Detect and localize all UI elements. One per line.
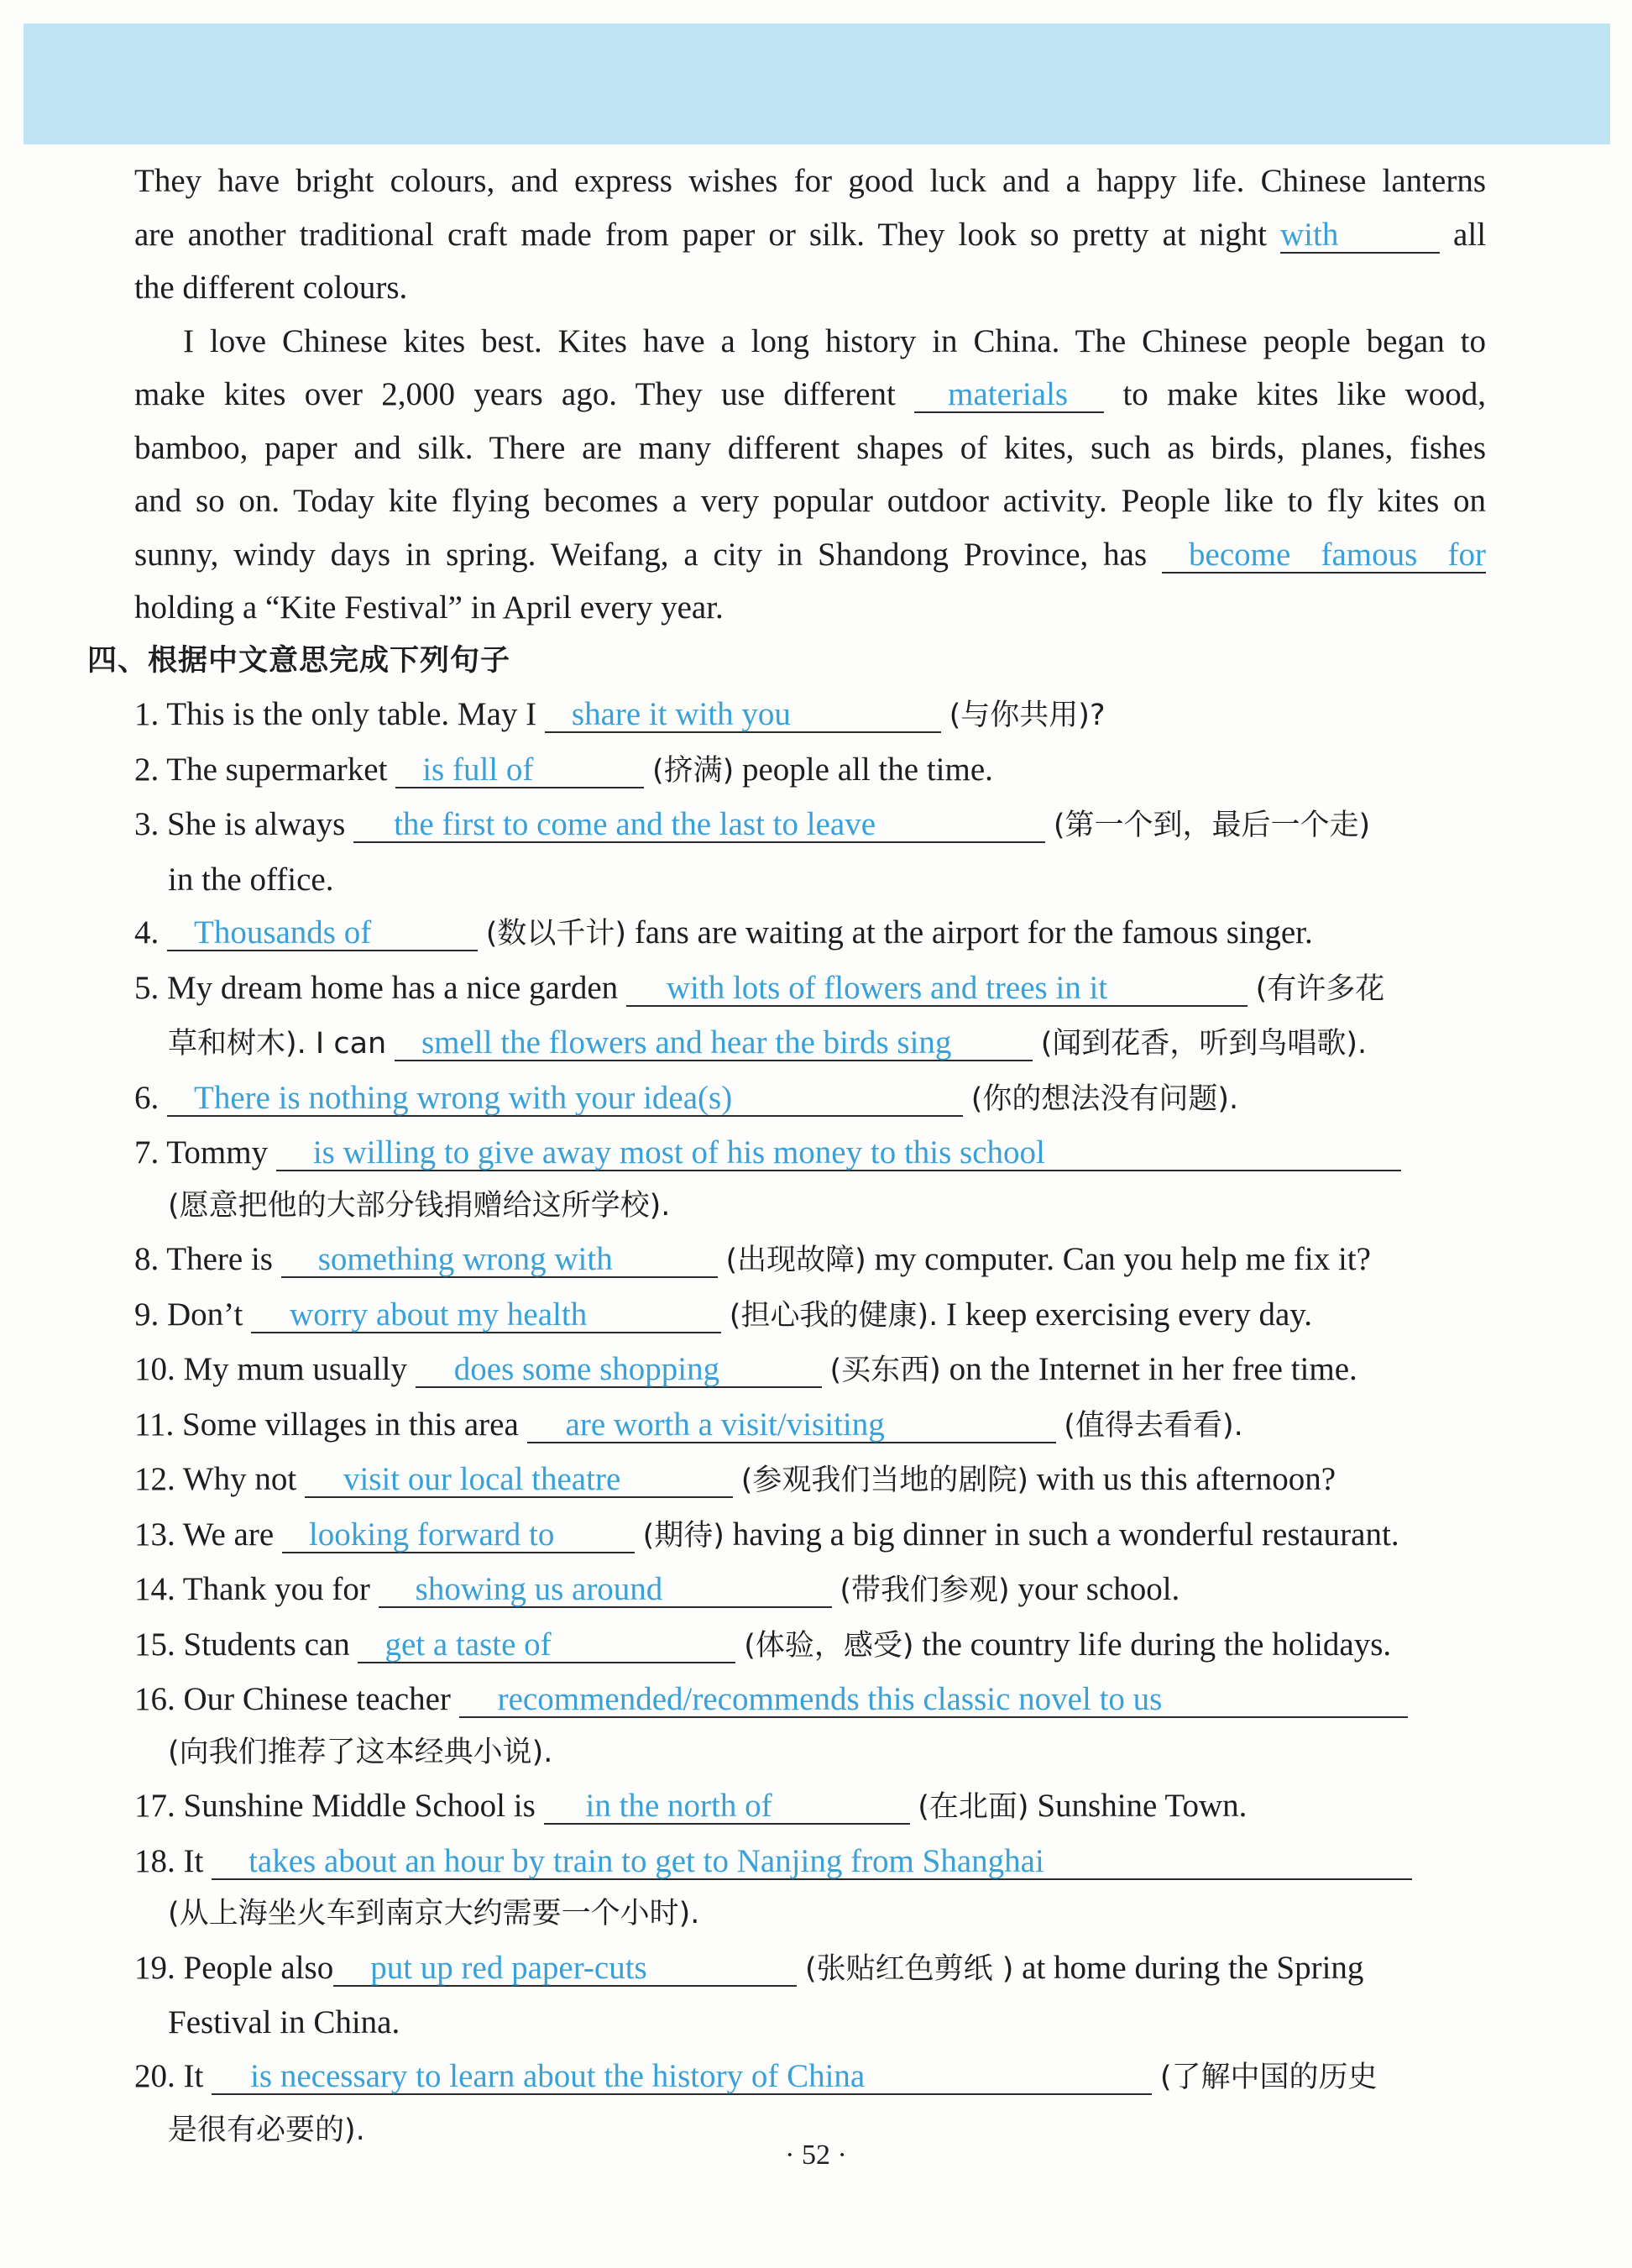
answer-blank: put up red paper-cuts — [333, 1945, 797, 1987]
answer-blank: is willing to give away most of his money to this school — [276, 1129, 1401, 1171]
page-number: · 52 · — [785, 2140, 847, 2171]
answer-blank: Thousands of — [167, 909, 478, 951]
answer-blank: looking forward to — [282, 1511, 635, 1553]
exercise-item: 14. Thank you for showing us around (带我们参观) your school. — [134, 1563, 1486, 1618]
exercise-item: 12. Why not visit our local theatre (参观我们当地的剧院) with us this afternoon? — [134, 1453, 1486, 1508]
exercise-item: 6. There is nothing wrong with your idea(s) (你的想法没有问题). — [134, 1071, 1486, 1127]
answer-blank: with — [1280, 212, 1440, 254]
answer-blank: something wrong with — [281, 1236, 718, 1278]
exercise-item: 10. My mum usually does some shopping (买东西) on the Internet in her free time. — [134, 1343, 1486, 1398]
exercise-item-continuation: (从上海坐火车到南京大约需要一个小时). — [168, 1897, 700, 1930]
passage-line: They have bright colours, and express wishes for good luck and a happy life. Chinese lanterns — [134, 163, 1486, 199]
answer-blank: worry about my health — [251, 1291, 721, 1333]
exercise-item-continuation: (愿意把他的大部分钱捐赠给这所学校). — [168, 1188, 671, 1223]
answer-blank: materials — [914, 371, 1104, 413]
exercise-item: 17. Sunshine Middle School is in the north of (在北面) Sunshine Town. — [134, 1779, 1486, 1835]
exercise-item-continuation: 草和树木). I can smell the flowers and hear the birds sing (闻到花香，听到鸟唱歌). — [168, 1016, 1486, 1071]
passage-line: sunny, windy days in spring. Weifang, a city in Shandong Province, has become famous for — [134, 528, 1486, 582]
exercise-item: 18. It takes about an hour by train to get to Nanjing from Shanghai — [134, 1835, 1486, 1888]
answer-blank: is full of — [395, 746, 644, 788]
header-band — [24, 24, 1610, 144]
answer-blank: is necessary to learn about the history of China — [212, 2053, 1152, 2095]
passage-line: make kites over 2,000 years ago. They use different materials to make kites like wood, — [134, 368, 1486, 422]
answer-blank: the first to come and the last to leave — [353, 801, 1045, 843]
passage-line: and so on. Today kite flying becomes a very popular outdoor activity. People like to fly kites on — [134, 483, 1486, 519]
answer-blank: smell the flowers and hear the birds sing — [395, 1019, 1033, 1061]
exercise-item: 15. Students can get a taste of (体验，感受) the country life during the holidays. — [134, 1618, 1486, 1674]
exercise-item: 13. We are looking forward to (期待) having a big dinner in such a wonderful restaurant. — [134, 1508, 1486, 1564]
answer-blank: There is nothing wrong with your idea(s) — [167, 1075, 963, 1117]
exercise-item: 2. The supermarket is full of (挤满) people all the time. — [134, 743, 1486, 799]
exercise-item-continuation: in the office. — [168, 861, 334, 898]
answer-blank: in the north of — [544, 1783, 910, 1825]
exercise-item: 11. Some villages in this area are worth a visit/visiting (值得去看看). — [134, 1398, 1486, 1454]
exercise-item: 5. My dream home has a nice garden with lots of flowers and trees in it (有许多花 — [134, 961, 1486, 1017]
answer-blank: recommended/recommends this classic novel to us — [459, 1676, 1408, 1718]
exercise-item-continuation: 是很有必要的). — [168, 2113, 365, 2147]
passage-line: are another traditional craft made from paper or silk. They look so pretty at night with all — [134, 208, 1486, 262]
passage-line: holding a “Kite Festival” in April every year. — [134, 589, 724, 626]
answer-blank: showing us around — [379, 1566, 832, 1608]
answer-blank: visit our local theatre — [305, 1456, 733, 1498]
exercise-item: 20. It is necessary to learn about the history of China (了解中国的历史 — [134, 2050, 1486, 2105]
exercise-item: 19. People also put up red paper-cuts (张贴红色剪纸 ) at home during the Spring — [134, 1941, 1486, 1997]
passage-line: I love Chinese kites best. Kites have a long history in China. The Chinese people began to — [183, 322, 1486, 359]
exercise-item: 16. Our Chinese teacher recommended/recommends this classic novel to us — [134, 1673, 1486, 1726]
worksheet-content — [87, 155, 1487, 2158]
passage-line: the different colours. — [134, 270, 408, 306]
exercise-item-continuation: (向我们推荐了这本经典小说). — [168, 1735, 553, 1769]
exercise-item-continuation: Festival in China. — [168, 2004, 400, 2040]
exercise-item: 9. Don’t worry about my health (担心我的健康). I keep exercising every day. — [134, 1288, 1486, 1344]
exercise-item: 1. This is the only table. May I share it with you (与你共用)? — [134, 688, 1486, 743]
answer-blank: share it with you — [545, 691, 941, 733]
passage-line: bamboo, paper and silk. There are many different shapes of kites, such as birds, planes, fishes — [134, 429, 1486, 466]
exercise-item: 8. There is something wrong with (出现故障) my computer. Can you help me fix it? — [134, 1233, 1486, 1288]
section-title: 四、根据中文意思完成下列句子 — [87, 643, 511, 678]
answer-blank: with lots of flowers and trees in it — [626, 965, 1248, 1007]
exercise-item: 3. She is always the first to come and the last to leave (第一个到，最后一个走) — [134, 798, 1486, 853]
answer-blank: become famous for — [1162, 532, 1486, 574]
answer-blank: does some shopping — [416, 1346, 822, 1388]
exercise-item: 7. Tommy is willing to give away most of his money to this school — [134, 1126, 1486, 1180]
answer-blank: get a taste of — [358, 1621, 735, 1663]
answer-blank: are worth a visit/visiting — [527, 1401, 1056, 1443]
exercise-item: 4. Thousands of (数以千计) fans are waiting at the airport for the famous singer. — [134, 906, 1486, 961]
answer-blank: takes about an hour by train to get to Nanjing from Shanghai — [212, 1838, 1412, 1880]
